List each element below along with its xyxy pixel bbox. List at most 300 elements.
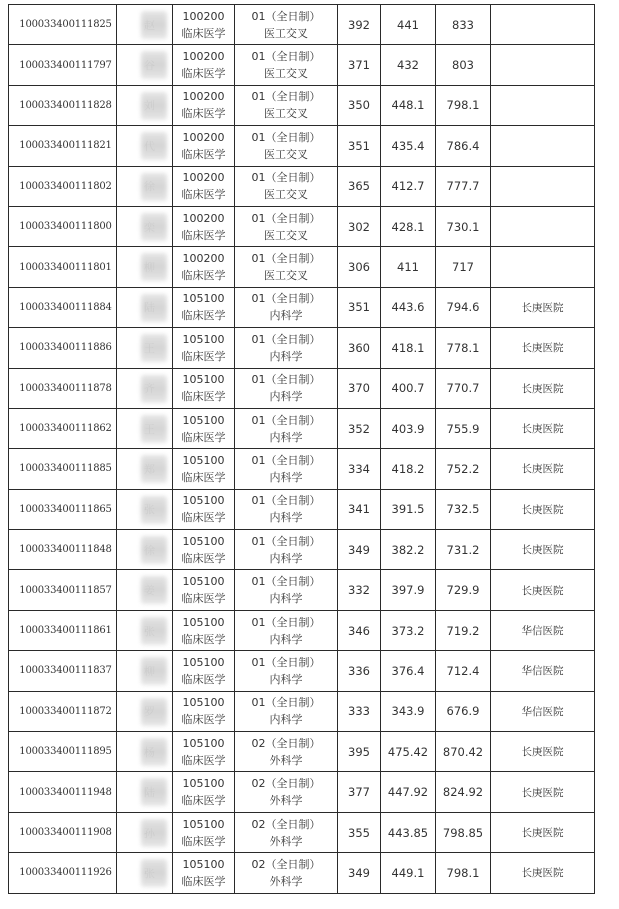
- candidate-name-cell: [117, 489, 173, 529]
- retest-score-cell: [381, 691, 436, 731]
- initial-score: 341: [348, 502, 370, 517]
- training-site-cell: [491, 812, 595, 852]
- initial-score-cell: [338, 691, 381, 731]
- direction-cell: [235, 610, 338, 650]
- table-row: [9, 85, 595, 125]
- training-site: 长庚医院: [521, 382, 564, 395]
- direction-code: 01（全日制）: [251, 534, 321, 548]
- initial-score: 371: [348, 58, 370, 73]
- table-row: [9, 530, 595, 570]
- candidate-name-cell: [117, 166, 173, 206]
- direction-name: 医工交叉: [264, 188, 308, 202]
- training-site-cell: [491, 570, 595, 610]
- candidate-id: 100033400111837: [19, 665, 112, 677]
- major-cell: [173, 853, 235, 893]
- initial-score: 333: [348, 704, 370, 719]
- candidate-id: 100033400111861: [19, 625, 112, 637]
- direction-name: 医工交叉: [264, 107, 308, 121]
- major-code: 105100: [182, 817, 225, 831]
- major-cell: [173, 166, 235, 206]
- candidate-id-cell: [9, 206, 117, 246]
- major-name: 临床医学: [181, 430, 226, 444]
- direction-cell: [235, 651, 338, 691]
- total-score: 730.1: [446, 219, 480, 234]
- direction-code: 01（全日制）: [251, 332, 321, 346]
- initial-score: 349: [348, 542, 370, 557]
- candidate-name-cell: [117, 287, 173, 327]
- direction-code: 01（全日制）: [251, 453, 321, 467]
- retest-score: 418.2: [391, 461, 425, 476]
- retest-score: 376.4: [391, 663, 425, 678]
- candidate-id-cell: [9, 328, 117, 368]
- total-score: 712.4: [446, 663, 480, 678]
- training-site: 长庚医院: [521, 463, 564, 476]
- direction-cell: [235, 5, 338, 45]
- initial-score: 306: [348, 260, 370, 275]
- table-row: [9, 570, 595, 610]
- direction-cell: [235, 368, 338, 408]
- table-row: [9, 368, 595, 408]
- total-score-cell: [436, 126, 491, 166]
- candidate-id-cell: [9, 732, 117, 772]
- training-site: 长庚医院: [521, 827, 564, 839]
- direction-code: 01（全日制）: [251, 130, 321, 144]
- major-cell: [173, 570, 235, 610]
- training-site-cell: [491, 328, 595, 368]
- name-redaction-blur: [141, 657, 167, 685]
- candidate-name-cell: [117, 45, 173, 85]
- retest-score-cell: [381, 247, 436, 287]
- major-code: 100200: [182, 50, 225, 64]
- initial-score-cell: [338, 853, 381, 893]
- candidate-name-cell: [117, 126, 173, 166]
- retest-score: 448.1: [391, 98, 425, 113]
- retest-score: 418.1: [391, 340, 425, 355]
- initial-score: 392: [348, 17, 370, 32]
- candidate-id-cell: [9, 651, 117, 691]
- initial-score-cell: [338, 368, 381, 408]
- retest-score-cell: [381, 287, 436, 327]
- training-site: 长庚医院: [521, 544, 564, 557]
- retest-score: 411: [397, 260, 419, 275]
- name-redaction-blur: [141, 617, 167, 645]
- total-score: 752.2: [446, 461, 480, 476]
- retest-score-cell: [381, 651, 436, 691]
- major-name: 临床医学: [181, 269, 226, 283]
- direction-code: 02（全日制）: [251, 736, 321, 750]
- name-redaction-blur: [141, 738, 167, 766]
- total-score-cell: [436, 610, 491, 650]
- direction-name: 医工交叉: [264, 26, 308, 40]
- table-body: [9, 5, 595, 894]
- initial-score-cell: [338, 328, 381, 368]
- name-redaction-blur: [141, 496, 167, 524]
- direction-name: 外科学: [269, 753, 303, 767]
- candidate-id-cell: [9, 772, 117, 812]
- direction-code: 01（全日制）: [251, 494, 321, 508]
- candidate-id-cell: [9, 5, 117, 45]
- major-code: 100200: [182, 9, 225, 23]
- retest-score: 447.92: [387, 785, 429, 800]
- total-score-cell: [436, 85, 491, 125]
- initial-score: 355: [348, 825, 370, 840]
- retest-score-cell: [381, 853, 436, 893]
- initial-score-cell: [338, 570, 381, 610]
- table-row: [9, 449, 595, 489]
- training-site: 长庚医院: [521, 301, 564, 314]
- major-name: 临床医学: [181, 67, 226, 81]
- name-redaction-blur: [141, 375, 167, 403]
- table-row: [9, 732, 595, 772]
- major-cell: [173, 651, 235, 691]
- retest-score-cell: [381, 610, 436, 650]
- candidate-name-cell: [117, 853, 173, 893]
- major-code: 105100: [182, 655, 225, 669]
- major-cell: [173, 45, 235, 85]
- major-name: 临床医学: [181, 511, 226, 525]
- major-cell: [173, 85, 235, 125]
- initial-score-cell: [338, 247, 381, 287]
- total-score-cell: [436, 691, 491, 731]
- training-site-cell: [491, 772, 595, 812]
- total-score-cell: [436, 812, 491, 852]
- total-score-cell: [436, 530, 491, 570]
- major-code: 105100: [182, 332, 225, 346]
- direction-name: 内科学: [269, 551, 303, 565]
- candidate-id-cell: [9, 691, 117, 731]
- initial-score: 349: [348, 865, 370, 880]
- table-row: [9, 812, 595, 852]
- training-site: 长庚医院: [521, 423, 564, 436]
- direction-cell: [235, 408, 338, 448]
- total-score-cell: [436, 449, 491, 489]
- direction-code: 01（全日制）: [251, 373, 321, 387]
- candidate-id: 100033400111872: [19, 705, 112, 717]
- training-site: 长庚医院: [521, 584, 564, 597]
- candidate-id-cell: [9, 853, 117, 893]
- major-name: 临床医学: [181, 592, 226, 606]
- candidate-id-cell: [9, 126, 117, 166]
- initial-score: 302: [348, 219, 370, 234]
- major-name: 临床医学: [181, 147, 226, 161]
- initial-score: 336: [348, 663, 370, 678]
- total-score-cell: [436, 570, 491, 610]
- candidate-name-cell: [117, 812, 173, 852]
- direction-code: 01（全日制）: [251, 292, 321, 306]
- total-score: 676.9: [446, 704, 480, 719]
- major-cell: [173, 5, 235, 45]
- candidate-name-cell: [117, 328, 173, 368]
- initial-score-cell: [338, 530, 381, 570]
- candidate-id: 100033400111878: [19, 382, 112, 394]
- initial-score-cell: [338, 651, 381, 691]
- direction-cell: [235, 772, 338, 812]
- total-score: 870.42: [442, 744, 484, 759]
- candidate-id: 100033400111797: [19, 59, 112, 71]
- direction-cell: [235, 530, 338, 570]
- retest-score-cell: [381, 45, 436, 85]
- major-cell: [173, 247, 235, 287]
- name-redaction-blur: [141, 213, 167, 241]
- major-code: 105100: [182, 736, 225, 750]
- name-redaction-blur: [141, 92, 167, 120]
- direction-name: 外科学: [269, 834, 303, 848]
- table-row: [9, 772, 595, 812]
- initial-score: 346: [348, 623, 370, 638]
- candidate-id: 100033400111884: [19, 301, 112, 313]
- direction-code: 01（全日制）: [251, 9, 321, 23]
- direction-code: 01（全日制）: [251, 211, 321, 225]
- direction-cell: [235, 206, 338, 246]
- major-code: 100200: [182, 90, 225, 104]
- direction-code: 02（全日制）: [251, 857, 321, 871]
- direction-code: 01（全日制）: [251, 655, 321, 669]
- major-cell: [173, 368, 235, 408]
- direction-code: 01（全日制）: [251, 171, 321, 185]
- retest-score: 432: [397, 58, 419, 73]
- retest-score-cell: [381, 85, 436, 125]
- retest-score: 397.9: [391, 583, 425, 598]
- training-site-cell: [491, 530, 595, 570]
- candidate-name-cell: [117, 732, 173, 772]
- direction-cell: [235, 732, 338, 772]
- candidate-id-cell: [9, 570, 117, 610]
- total-score: 778.1: [446, 340, 480, 355]
- retest-score: 373.2: [391, 623, 425, 638]
- major-cell: [173, 610, 235, 650]
- name-redaction-blur: [141, 576, 167, 604]
- total-score: 798.1: [446, 98, 480, 113]
- major-name: 临床医学: [181, 672, 226, 686]
- direction-name: 外科学: [269, 794, 303, 808]
- initial-score: 370: [348, 381, 370, 396]
- direction-name: 医工交叉: [264, 147, 308, 161]
- direction-name: 外科学: [269, 874, 303, 888]
- training-site: 长庚医院: [521, 342, 564, 355]
- retest-score: 343.9: [391, 704, 425, 719]
- name-redaction-blur: [141, 778, 167, 806]
- candidate-name-cell: [117, 5, 173, 45]
- training-site-cell: [491, 85, 595, 125]
- initial-score: 352: [348, 421, 370, 436]
- major-code: 105100: [182, 413, 225, 427]
- admission-score-table: [8, 4, 595, 894]
- table-row: [9, 651, 595, 691]
- name-redaction-blur: [141, 455, 167, 483]
- candidate-name-cell: [117, 368, 173, 408]
- candidate-id-cell: [9, 287, 117, 327]
- total-score-cell: [436, 772, 491, 812]
- total-score-cell: [436, 651, 491, 691]
- total-score: 732.5: [446, 502, 480, 517]
- initial-score: 351: [348, 138, 370, 153]
- direction-name: 内科学: [269, 470, 303, 484]
- total-score-cell: [436, 853, 491, 893]
- initial-score: 395: [348, 744, 370, 759]
- retest-score-cell: [381, 408, 436, 448]
- training-site-cell: [491, 287, 595, 327]
- major-name: 临床医学: [181, 874, 226, 888]
- retest-score-cell: [381, 368, 436, 408]
- major-cell: [173, 691, 235, 731]
- initial-score-cell: [338, 812, 381, 852]
- candidate-id: 100033400111821: [19, 140, 112, 152]
- major-code: 105100: [182, 857, 225, 871]
- direction-cell: [235, 166, 338, 206]
- name-redaction-blur: [141, 173, 167, 201]
- candidate-id: 100033400111801: [19, 261, 112, 273]
- retest-score-cell: [381, 328, 436, 368]
- training-site-cell: [491, 206, 595, 246]
- initial-score-cell: [338, 408, 381, 448]
- major-code: 105100: [182, 373, 225, 387]
- total-score-cell: [436, 328, 491, 368]
- training-site: 华信医院: [521, 665, 564, 678]
- name-redaction-blur: [141, 132, 167, 160]
- major-cell: [173, 449, 235, 489]
- direction-cell: [235, 691, 338, 731]
- retest-score: 400.7: [391, 381, 425, 396]
- initial-score-cell: [338, 449, 381, 489]
- candidate-id: 100033400111926: [19, 867, 112, 879]
- table-row: [9, 489, 595, 529]
- candidate-name-cell: [117, 206, 173, 246]
- major-name: 临床医学: [181, 713, 226, 727]
- candidate-id-cell: [9, 85, 117, 125]
- direction-code: 01（全日制）: [251, 696, 321, 710]
- retest-score: 382.2: [391, 542, 425, 557]
- direction-code: 01（全日制）: [251, 575, 321, 589]
- candidate-id: 100033400111885: [19, 463, 112, 475]
- retest-score: 441: [397, 17, 419, 32]
- candidate-name-cell: [117, 772, 173, 812]
- direction-code: 01（全日制）: [251, 252, 321, 266]
- initial-score-cell: [338, 5, 381, 45]
- training-site-cell: [491, 732, 595, 772]
- direction-name: 内科学: [269, 672, 303, 686]
- table-row: [9, 5, 595, 45]
- total-score-cell: [436, 5, 491, 45]
- training-site: 华信医院: [521, 625, 564, 638]
- candidate-name-cell: [117, 610, 173, 650]
- name-redaction-blur: [141, 51, 167, 79]
- initial-score-cell: [338, 85, 381, 125]
- retest-score: 443.6: [391, 300, 425, 315]
- major-code: 105100: [182, 534, 225, 548]
- major-name: 临床医学: [181, 349, 226, 363]
- initial-score: 332: [348, 583, 370, 598]
- direction-cell: [235, 45, 338, 85]
- training-site-cell: [491, 5, 595, 45]
- candidate-name-cell: [117, 651, 173, 691]
- initial-score-cell: [338, 206, 381, 246]
- total-score: 731.2: [446, 542, 480, 557]
- name-redaction-blur: [141, 294, 167, 322]
- direction-name: 医工交叉: [264, 269, 308, 283]
- candidate-id-cell: [9, 166, 117, 206]
- direction-code: 01（全日制）: [251, 413, 321, 427]
- table-row: [9, 45, 595, 85]
- direction-name: 内科学: [269, 309, 303, 323]
- candidate-id: 100033400111908: [19, 827, 112, 838]
- major-name: 临床医学: [181, 228, 226, 242]
- retest-score-cell: [381, 489, 436, 529]
- candidate-name-cell: [117, 570, 173, 610]
- direction-cell: [235, 489, 338, 529]
- training-site-cell: [491, 651, 595, 691]
- total-score: 824.92: [442, 785, 484, 800]
- candidate-name-cell: [117, 247, 173, 287]
- initial-score: 334: [348, 461, 370, 476]
- retest-score: 428.1: [391, 219, 425, 234]
- direction-code: 02（全日制）: [251, 817, 321, 831]
- candidate-id-cell: [9, 247, 117, 287]
- direction-name: 内科学: [269, 430, 303, 444]
- retest-score-cell: [381, 449, 436, 489]
- total-score: 798.85: [442, 825, 484, 840]
- major-name: 临床医学: [181, 309, 226, 323]
- training-site-cell: [491, 247, 595, 287]
- retest-score: 449.1: [391, 865, 425, 880]
- direction-cell: [235, 570, 338, 610]
- candidate-id-cell: [9, 408, 117, 448]
- total-score: 755.9: [446, 421, 480, 436]
- training-site-cell: [491, 368, 595, 408]
- direction-name: 内科学: [269, 349, 303, 363]
- major-name: 临床医学: [181, 834, 226, 848]
- total-score: 803: [452, 58, 474, 73]
- initial-score-cell: [338, 772, 381, 812]
- training-site-cell: [491, 691, 595, 731]
- major-code: 105100: [182, 777, 225, 791]
- total-score-cell: [436, 166, 491, 206]
- major-code: 100200: [182, 252, 225, 266]
- name-redaction-blur: [141, 253, 167, 281]
- candidate-id: 100033400111865: [19, 503, 112, 515]
- initial-score: 365: [348, 179, 370, 194]
- major-cell: [173, 489, 235, 529]
- retest-score: 475.42: [387, 744, 429, 759]
- major-cell: [173, 530, 235, 570]
- major-name: 临床医学: [181, 551, 226, 565]
- candidate-id: 100033400111848: [19, 544, 112, 556]
- retest-score-cell: [381, 166, 436, 206]
- candidate-id-cell: [9, 489, 117, 529]
- major-cell: [173, 206, 235, 246]
- candidate-id: 100033400111886: [19, 342, 112, 354]
- candidate-id: 100033400111825: [19, 19, 112, 31]
- candidate-name-cell: [117, 530, 173, 570]
- initial-score-cell: [338, 489, 381, 529]
- training-site: 长庚医院: [521, 746, 564, 759]
- total-score: 770.7: [446, 381, 480, 396]
- total-score-cell: [436, 45, 491, 85]
- table-row: [9, 247, 595, 287]
- direction-code: 01（全日制）: [251, 50, 321, 64]
- candidate-id: 100033400111895: [19, 746, 112, 758]
- direction-name: 内科学: [269, 632, 303, 646]
- total-score: 798.1: [446, 865, 480, 880]
- major-cell: [173, 287, 235, 327]
- total-score-cell: [436, 247, 491, 287]
- table-row: [9, 287, 595, 327]
- training-site-cell: [491, 166, 595, 206]
- direction-code: 01（全日制）: [251, 615, 321, 629]
- major-name: 临床医学: [181, 753, 226, 767]
- direction-name: 内科学: [269, 390, 303, 404]
- direction-cell: [235, 328, 338, 368]
- training-site: 华信医院: [521, 705, 564, 718]
